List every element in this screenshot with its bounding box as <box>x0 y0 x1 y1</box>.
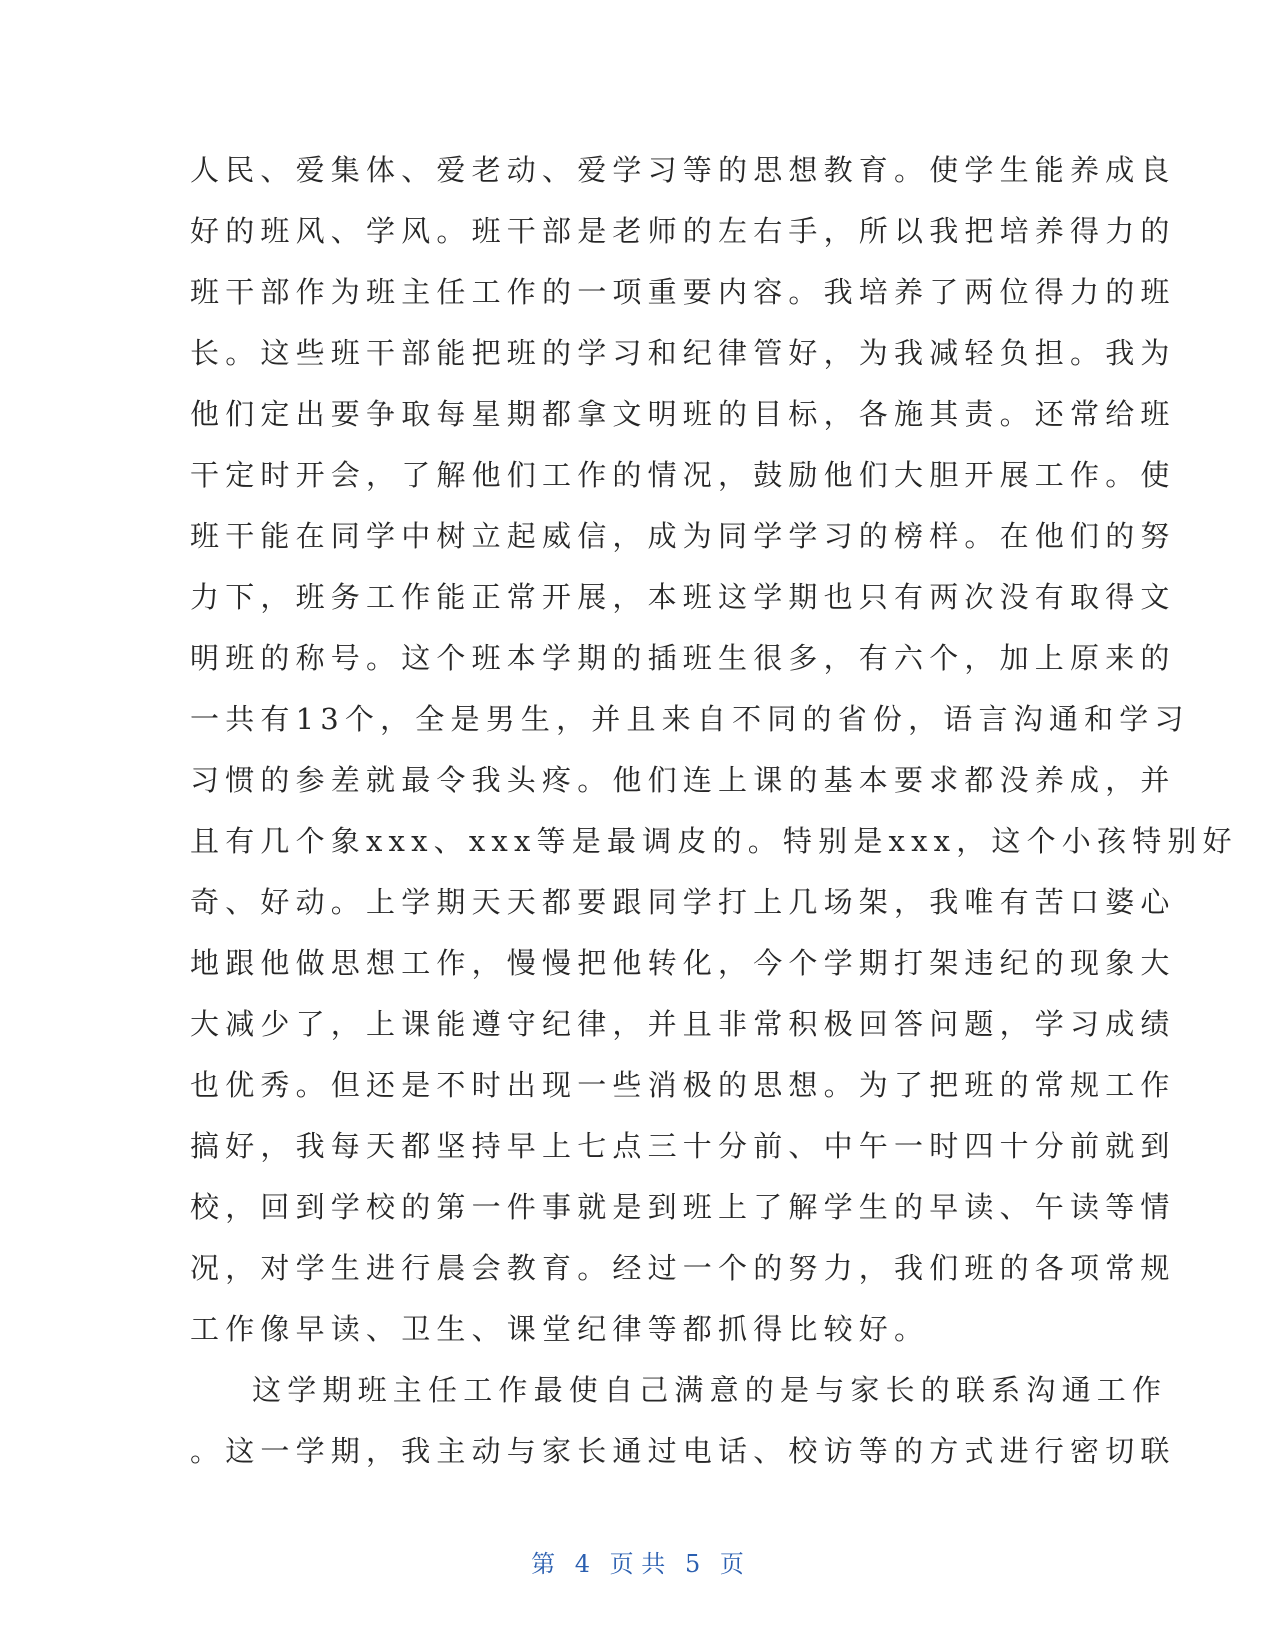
text-line: 人民、爱集体、爱老动、爱学习等的思想教育。使学生能养成良 <box>190 153 1176 187</box>
text-line: 力下，班务工作能正常开展，本班这学期也只有两次没有取得文 <box>190 580 1176 614</box>
text-line: 一共有13个，全是男生，并且来自不同的省份，语言沟通和学习 <box>190 702 1190 736</box>
footer-middle: 页 共 <box>609 1550 666 1578</box>
text-line: 况，对学生进行晨会教育。经过一个的努力，我们班的各项常规 <box>190 1251 1176 1285</box>
text-line: 也优秀。但还是不时出现一些消极的思想。为了把班的常规工作 <box>190 1068 1176 1102</box>
text-line: 奇、好动。上学期天天都要跟同学打上几场架，我唯有苦口婆心 <box>190 885 1176 919</box>
text-line: 工作像早读、卫生、课堂纪律等都抓得比较好。 <box>190 1312 930 1346</box>
text-line: 好的班风、学风。班干部是老师的左右手，所以我把培养得力的 <box>190 214 1176 248</box>
text-line: 习惯的参差就最令我头疼。他们连上课的基本要求都没养成，并 <box>190 763 1176 797</box>
text-line: 班干部作为班主任工作的一项重要内容。我培养了两位得力的班 <box>190 275 1176 309</box>
text-line: 大减少了，上课能遵守纪律，并且非常积极回答问题，学习成绩 <box>190 1007 1176 1041</box>
text-line: 地跟他做思想工作，慢慢把他转化，今个学期打架违纪的现象大 <box>190 946 1176 980</box>
text-line: 明班的称号。这个班本学期的插班生很多，有六个，加上原来的 <box>190 641 1176 675</box>
text-line: 长。这些班干部能把班的学习和纪律管好，为我减轻负担。我为 <box>190 336 1176 370</box>
current-page-number: 4 <box>574 1550 591 1578</box>
text-line: 干定时开会，了解他们工作的情况，鼓励他们大胆开展工作。使 <box>190 458 1176 492</box>
text-line: 他们定出要争取每星期都拿文明班的目标，各施其责。还常给班 <box>190 397 1176 431</box>
text-line: 搞好，我每天都坚持早上七点三十分前、中午一时四十分前就到 <box>190 1129 1176 1163</box>
document-body <box>190 140 1238 1482</box>
text-line: 校，回到学校的第一件事就是到班上了解学生的早读、午读等情 <box>190 1190 1176 1224</box>
total-pages-number: 5 <box>684 1550 701 1578</box>
text-line: 。这一学期，我主动与家长通过电话、校访等的方式进行密切联 <box>190 1434 1176 1468</box>
paragraph-first-line: 这学期班主任工作最使自己满意的是与家长的联系沟通工作 <box>252 1373 1168 1407</box>
footer-prefix: 第 <box>531 1550 556 1578</box>
text-line: 班干能在同学中树立起威信，成为同学学习的榜样。在他们的努 <box>190 519 1176 553</box>
text-line: 且有几个象xxx、xxx等是最调皮的。特别是xxx，这个小孩特别好 <box>190 824 1238 858</box>
footer-suffix: 页 <box>719 1550 744 1578</box>
page-footer <box>0 1544 1275 1579</box>
